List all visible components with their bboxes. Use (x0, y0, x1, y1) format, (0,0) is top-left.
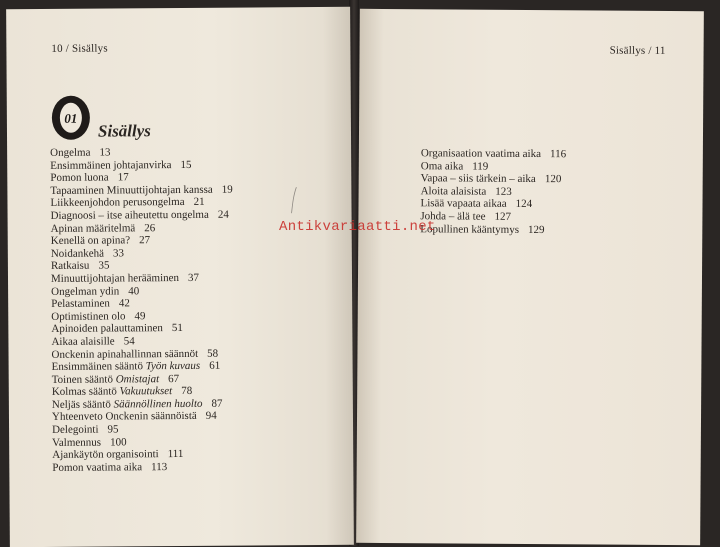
toc-entry-title: Ratkaisu (50, 259, 90, 273)
chapter-number: 01 (64, 110, 78, 126)
toc-entry-title: Vapaa – siis tärkein – aika (420, 172, 536, 186)
toc-entry-page: 26 (144, 221, 156, 234)
toc-entry-title: Diagnoosi – itse aiheutettu ongelma (50, 208, 209, 222)
toc-entry-page: 17 (117, 171, 129, 184)
toc-entry-page: 54 (123, 335, 135, 348)
toc-list-left (50, 145, 342, 474)
toc-entry-page: 58 (207, 347, 219, 360)
toc-entry-page: 27 (139, 234, 151, 247)
toc-entry-page: 95 (107, 423, 119, 436)
right-page (356, 9, 704, 545)
toc-entry (420, 223, 690, 237)
toc-entry-page: 111 (167, 448, 184, 461)
toc-entry-title: Ensimmäinen johtajanvirka (50, 158, 172, 172)
watermark-text: Antikvariaatti.net (279, 219, 436, 235)
toc-entry-title: Toinen sääntö (51, 373, 114, 386)
toc-entry-title: Liikkeenjohdon perusongelma (50, 196, 185, 210)
toc-entry-title: Ongelma (50, 146, 91, 159)
running-head-left: 10 / Sisällys (51, 42, 108, 55)
toc-entry-page: 15 (180, 158, 192, 171)
toc-list-right (420, 147, 691, 237)
toc-entry-subtitle: Työn kuvaus (145, 359, 201, 373)
toc-entry-title: Delegointi (52, 423, 99, 436)
toc-entry-page: 37 (187, 271, 200, 284)
toc-entry-subtitle: Omistajat (115, 372, 160, 386)
toc-entry-title: Pomon vaatima aika (52, 461, 143, 474)
toc-entry-page: 13 (99, 146, 111, 159)
toc-entry-title: Noidankehä (50, 247, 105, 260)
toc-entry-page: 129 (527, 223, 545, 236)
toc-entry-page: 49 (134, 309, 146, 323)
toc-entry-title: Valmennus (52, 436, 102, 449)
running-head-right: Sisällys / 11 (609, 44, 666, 57)
toc-entry-title: Optimistinen olo (51, 310, 126, 323)
toc-entry-page: 100 (109, 436, 127, 449)
toc-entry-page: 21 (193, 196, 205, 209)
toc-entry-page: 124 (515, 198, 533, 211)
toc-entry-page: 119 (472, 160, 489, 173)
toc-entry-page: 42 (118, 297, 130, 310)
toc-entry-page: 40 (128, 284, 140, 297)
pencil-mark (290, 186, 298, 214)
left-page (6, 7, 354, 547)
toc-entry-title: Pomon luona (50, 171, 109, 185)
toc-entry-title: Kenellä on apina? (50, 234, 131, 248)
toc-entry-title: Onckenin apinahallinnan säännöt (51, 347, 199, 361)
toc-entry-title: Yhteenveto Onckenin säännöistä (51, 410, 197, 424)
toc-entry-title: Apinoiden palauttaminen (51, 322, 163, 336)
toc-entry-title: Organisaation vaatima aika (420, 147, 542, 161)
toc-entry-page: 116 (549, 148, 567, 161)
toc-entry-title: Johda – älä tee (420, 210, 486, 223)
toc-entry-title: Neljäs sääntö (51, 398, 111, 411)
toc-entry-title: Aloita alaisista (420, 185, 487, 198)
toc-entry-page: 127 (494, 210, 512, 223)
chapter-number-badge (51, 95, 91, 141)
toc-entry-title: Ensimmäinen sääntö (51, 360, 144, 373)
toc-entry-title: Pelastaminen (51, 297, 110, 311)
toc-entry-page: 123 (495, 185, 512, 198)
toc-entry-title: Oma aika (420, 159, 464, 173)
toc-entry-page: 61 (209, 359, 221, 372)
toc-entry-page: 78 (181, 385, 193, 398)
toc-entry-title: Ongelman ydin (51, 284, 120, 298)
toc-entry-title: Kolmas sääntö (51, 385, 117, 399)
toc-entry-subtitle: Vakuutukset (119, 385, 173, 398)
toc-entry-title: Apinan määritelmä (50, 221, 136, 235)
toc-entry-title: Lisää vapaata aikaa (420, 197, 507, 211)
toc-entry-title: Ajankäytön organisointi (52, 448, 159, 462)
toc-entry-page: 51 (171, 322, 183, 335)
toc-entry-page: 35 (98, 259, 110, 272)
toc-entry-page: 87 (211, 397, 223, 410)
toc-entry (52, 460, 342, 475)
toc-entry-page: 33 (112, 247, 125, 260)
toc-entry-page: 24 (217, 208, 229, 221)
toc-entry-page: 67 (168, 372, 180, 385)
toc-entry-title: Minuuttijohtajan herääminen (50, 271, 180, 285)
toc-entry-page: 94 (205, 410, 217, 423)
toc-entry-page: 19 (221, 183, 233, 196)
chapter-title: Sisällys (97, 121, 151, 141)
toc-entry-subtitle: Säännöllinen huolto (113, 397, 203, 411)
toc-entry-page: 120 (544, 173, 562, 186)
toc-entry-title: Tapaaminen Minuuttijohtajan kanssa (50, 183, 213, 197)
toc-entry-page: 113 (151, 460, 168, 474)
toc-entry-title: Lopullinen kääntymys (420, 222, 520, 236)
toc-entry-title: Aikaa alaisille (51, 335, 115, 348)
